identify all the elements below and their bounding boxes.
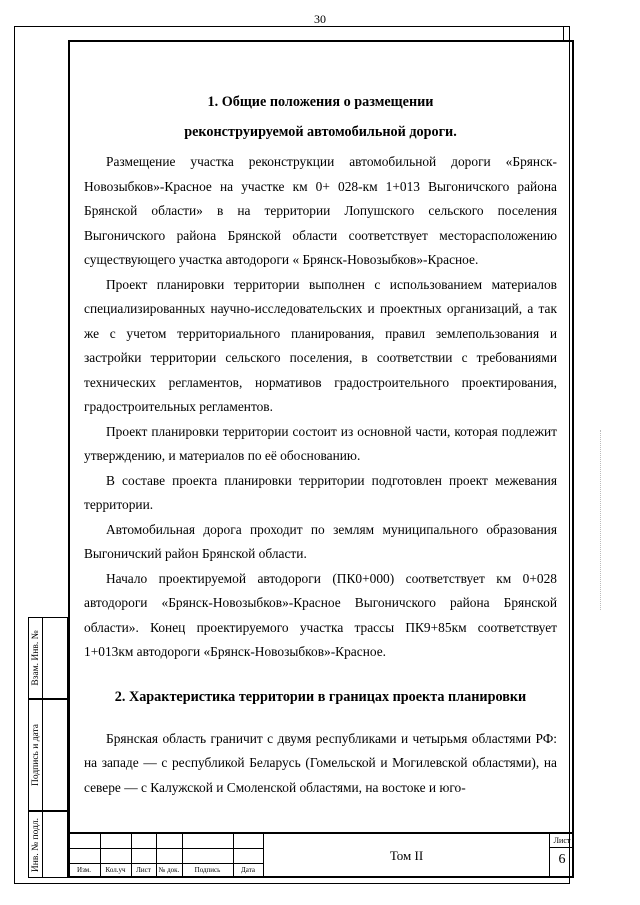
- scan-artifact: [600, 430, 602, 610]
- revision-table: [68, 834, 263, 878]
- section-2-title: 2. Характеристика территории в границах проекта планировки: [114, 688, 527, 705]
- paragraph: Брянская область граничит с двумя республиками и четырьмя областями РФ: на западе — с республикой Беларусь (Гомельской и Могилевской областями), на севере — с Калужской и Смоленской областями, на востоке и юго-: [84, 730, 557, 795]
- sheet-label: Лист: [553, 836, 571, 845]
- col-header-signature: Подпись: [194, 866, 221, 874]
- col-header-date: Дата: [241, 866, 255, 874]
- paragraph: В составе проекта планировки территории подготовлен проект межевания территории.: [84, 472, 557, 512]
- col-header-list: Лист: [136, 866, 151, 874]
- frame-corner: [563, 26, 572, 40]
- paragraph: Размещение участка реконструкции автомобильной дороги «Брянск-Новозыбков»-Красное на участке км 0+ 028-км 1+013 Выгоничского района Брянской области» в на территории Лопушского сельского поселения Выгоничского района Брянской области соответствует месторасположению существующего участка автодороги « Брянск-Новозыбков»-Красное.: [84, 154, 557, 267]
- col-header-doc-no: № док.: [158, 866, 180, 874]
- paragraph: Проект планировки территории выполнен с использованием материалов специализированных научно-исследовательских и проектных организаций, а так же с учетом территориального планирования, правил землепользования и застройки территории сельского поселения, в соответствии с требованиями технических регламентов, нормативов градостроительного проектирования, градостроительных регламентов.: [84, 276, 557, 414]
- volume-label: Том II: [263, 834, 549, 878]
- document-body: [84, 90, 557, 800]
- title-block: [68, 832, 574, 878]
- side-box-replacement-inv: [28, 617, 68, 699]
- page-number: 30: [314, 12, 326, 26]
- section-1-title-line-2: реконструируемой автомобильной дороги.: [184, 124, 457, 140]
- col-header-kol-uch: Кол.уч: [105, 866, 126, 874]
- side-box-signature-date: [28, 699, 68, 811]
- side-label-replacement-inv: Взам. Инв. №: [30, 630, 41, 686]
- section-1-title-line-1: 1. Общие положения о размещении: [207, 94, 434, 110]
- sheet-number: 6: [558, 852, 566, 867]
- side-box-original-inv: [28, 811, 68, 878]
- sheet-cell: [549, 834, 574, 878]
- side-label-original-inv: Инв. № подл.: [30, 817, 41, 872]
- side-label-signature-date: Подпись и дата: [30, 723, 41, 787]
- paragraph: Начало проектируемой автодороги (ПК0+000) соответствует км 0+028 автодороги «Брянск-Новозыбков»-Красное Выгоничского района Брянской области». Конец проектируемого участка трассы ПК9+85км соответствует 1+013км автодороги «Брянск-Новозыбков»-Красное.: [84, 570, 557, 659]
- col-header-izm: Изм.: [77, 866, 91, 874]
- paragraph: Проект планировки территории состоит из основной части, которая подлежит утверждению, и материалов по её обоснованию.: [84, 423, 557, 463]
- paragraph: Автомобильная дорога проходит по землям муниципального образования Выгоничский район Брянской области.: [84, 521, 557, 561]
